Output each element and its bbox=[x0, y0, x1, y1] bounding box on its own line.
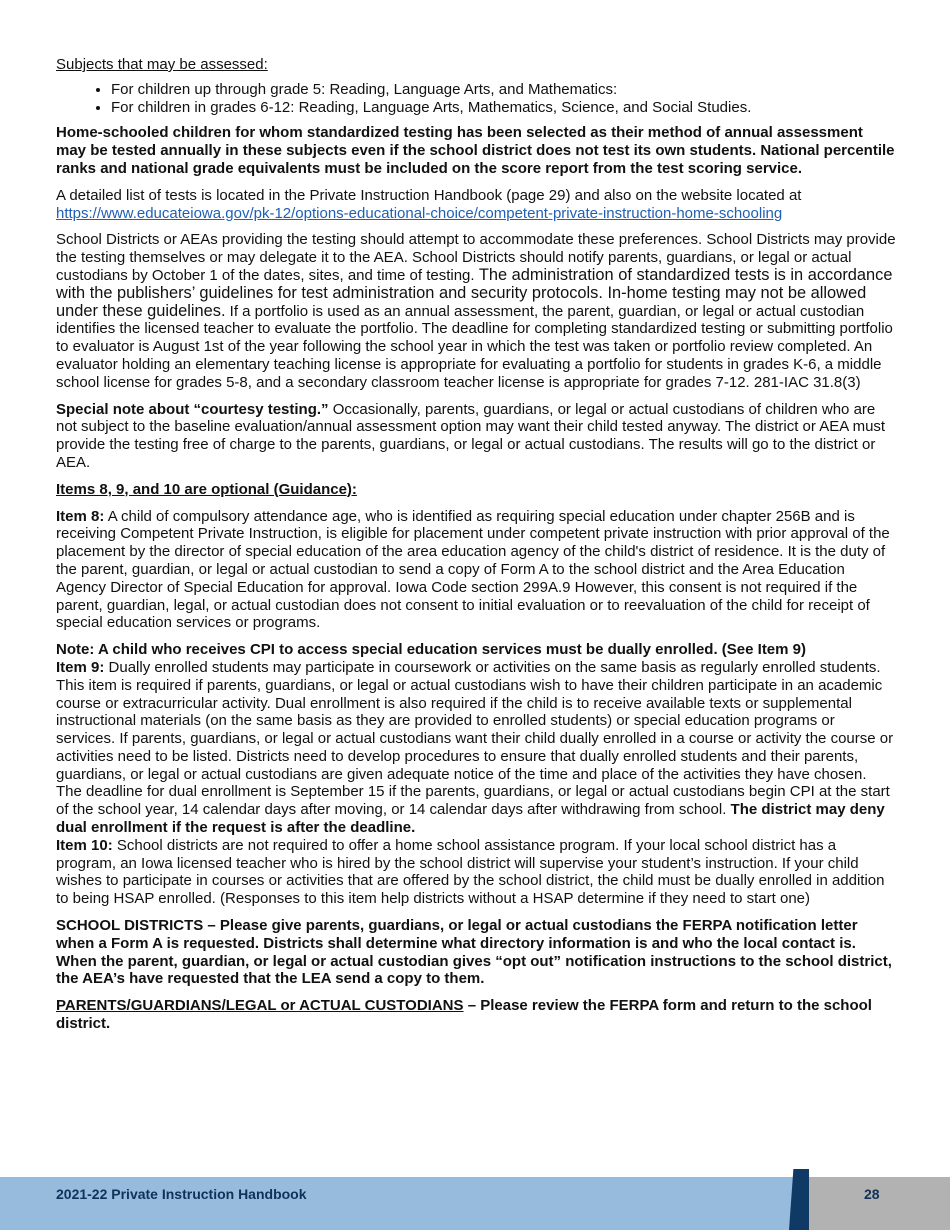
subjects-list bbox=[56, 81, 896, 117]
parents-text: – Please review the FERPA form and return to the school district. bbox=[56, 997, 872, 1033]
districts-testing-paragraph bbox=[56, 231, 896, 391]
page-number: 28 bbox=[864, 1186, 880, 1202]
courtesy-text: Occasionally, parents, guardians, or legal or actual custodians of children who are not subject to the baseline evaluation/annual assessment option may want their child tested anyway. The district or AEA must provide the testing free of charge to the parents, guardians, or legal or actual custodians. The results will go to the district or AEA. bbox=[56, 400, 886, 471]
subjects-heading: Subjects that may be assessed: bbox=[56, 56, 268, 73]
homeschool-testing-note: Home-schooled children for whom standardized testing has been selected as their method of annual assessment may be tested annually in these subjects even if the school district does not test its own students. National percentile ranks and national grade equivalents must be included on the score report from the test scoring service. bbox=[56, 124, 895, 177]
item-9-label: Item 9: bbox=[56, 658, 105, 676]
parents-heading: PARENTS/GUARDIANS/LEGAL or ACTUAL CUSTODIANS bbox=[56, 997, 464, 1015]
parents-ferpa-note bbox=[56, 997, 896, 1033]
districts-text-c: If a portfolio is used as an annual assessment, the parent, guardian, or legal or actual custodian identifies the licensed teacher to evaluate the portfolio. The deadline for completing standardized testing or submitting portfolio to evaluator is August 1st of the year following the school year in which the test was taken or portfolio review completed. An evaluator holding an elementary teaching license is appropriate for evaluating a portfolio for students in grades K-6, a middle school license for grades 5-8, and a secondary classroom teacher license is appropriate for grades 7-12. 281-IAC 31.8(3) bbox=[56, 302, 893, 391]
footer-accent-tab bbox=[789, 1169, 809, 1230]
courtesy-heading: Special note about “courtesy testing.” bbox=[56, 400, 329, 418]
cpi-website-link[interactable]: https://www.educateiowa.gov/pk-12/options-educational-choice/competent-private-instruction-home-schooling bbox=[56, 204, 783, 222]
list-item: • For children up through grade 5: Reading, Language Arts, and Mathematics: bbox=[111, 81, 896, 99]
item-9-10-paragraph bbox=[56, 641, 896, 908]
page-footer bbox=[0, 1177, 950, 1230]
item-8-paragraph bbox=[56, 508, 896, 633]
page-content bbox=[56, 56, 896, 1042]
tests-list-text: A detailed list of tests is located in the Private Instruction Handbook (page 29) and also on the website located at bbox=[56, 186, 802, 204]
courtesy-testing-paragraph bbox=[56, 401, 896, 472]
school-districts-ferpa-note: SCHOOL DISTRICTS – Please give parents, guardians, or legal or actual custodians the FERPA notification letter when a Form A is requested. Districts shall determine what directory information is and who the local contact is. When the parent, guardian, or legal or actual custodian gives “opt out” notification instructions to the school district, the AEA’s have requested that the LEA send a copy to them. bbox=[56, 917, 892, 988]
footer-title: 2021-22 Private Instruction Handbook bbox=[56, 1186, 307, 1202]
item-10-label: Item 10: bbox=[56, 836, 113, 854]
item-8-label: Item 8: bbox=[56, 507, 105, 525]
item-10-text: School districts are not required to offer a home school assistance program. If your local school district has a program, an Iowa licensed teacher who is hired by the school district will supervise your student’s instruction. If your child wishes to participate in courses or activities that are offered by the school district, the child must be dually enrolled in addition to being HSAP enrolled. (Responses to this item help districts without a HSAP determine if they need to start one) bbox=[56, 836, 885, 908]
dual-enrollment-note: Note: A child who receives CPI to access special education services must be dually enrolled. (See Item 9) bbox=[56, 641, 806, 659]
item-8-text: A child of compulsory attendance age, who is identified as requiring special education under chapter 256B and is receiving Competent Private Instruction, is eligible for placement under competent private instruction with prior approval of the placement by the director of special education of the area education agency of the child's district of residence. It is the duty of the parent, guardian, or legal or actual custodian to send a copy of Form A to the school district and the Area Education Agency Director of Special Education for approval. Iowa Code section 299A.9 However, this consent is not required if the parent, guardian, legal, or actual custodian does not consent to initial evaluation or to reevaluation of the child for receipt of special education services or programs. bbox=[56, 507, 890, 632]
districts-text-a: School Districts or AEAs providing the testing should attempt to accommodate these preferences. School Districts may provide the testing themselves or may delegate it to the AEA. School Districts should notify parents, guardians, or legal or actual custodians by October 1 of the dates, sites, and time of testing. bbox=[56, 231, 896, 284]
item-9-deadline-note: The district may deny dual enrollment if the request is after the deadline. bbox=[56, 801, 885, 837]
list-item: • For children in grades 6-12: Reading, Language Arts, Mathematics, Science, and Social Studies. bbox=[111, 99, 896, 117]
districts-text-b: The administration of standardized tests is in accordance with the publishers’ guidelines for test administration and security protocols. In-home testing may not be allowed under these guidelines. bbox=[56, 265, 893, 320]
items-optional-heading: Items 8, 9, and 10 are optional (Guidance): bbox=[56, 480, 357, 498]
item-9-text: Dually enrolled students may participate in coursework or activities on the same basis as regularly enrolled students. This item is required if parents, guardians, or legal or actual custodians wish to have their children participate in an academic course or extracurricular activity. Dual enrollment is also required if the child is to receive available texts or supplemental instructional materials (on the same basis as they are provided to enrolled students) or special education programs or services. If parents, guardians, or legal or actual custodians want their child dually enrolled in a course or activity the course or activities need to be listed. Districts need to develop procedures to ensure that dually enrolled students and their parents, guardians, or legal or actual custodians are given adequate notice of the time and place of the activities they have chosen. The deadline for dual enrollment is September 15 if the parents, guardians, or legal or actual custodians begin CPI at the start of the school year, 14 calendar days after moving, or 14 calendar days after withdrawing from school. bbox=[56, 658, 894, 819]
tests-list-paragraph bbox=[56, 187, 896, 223]
